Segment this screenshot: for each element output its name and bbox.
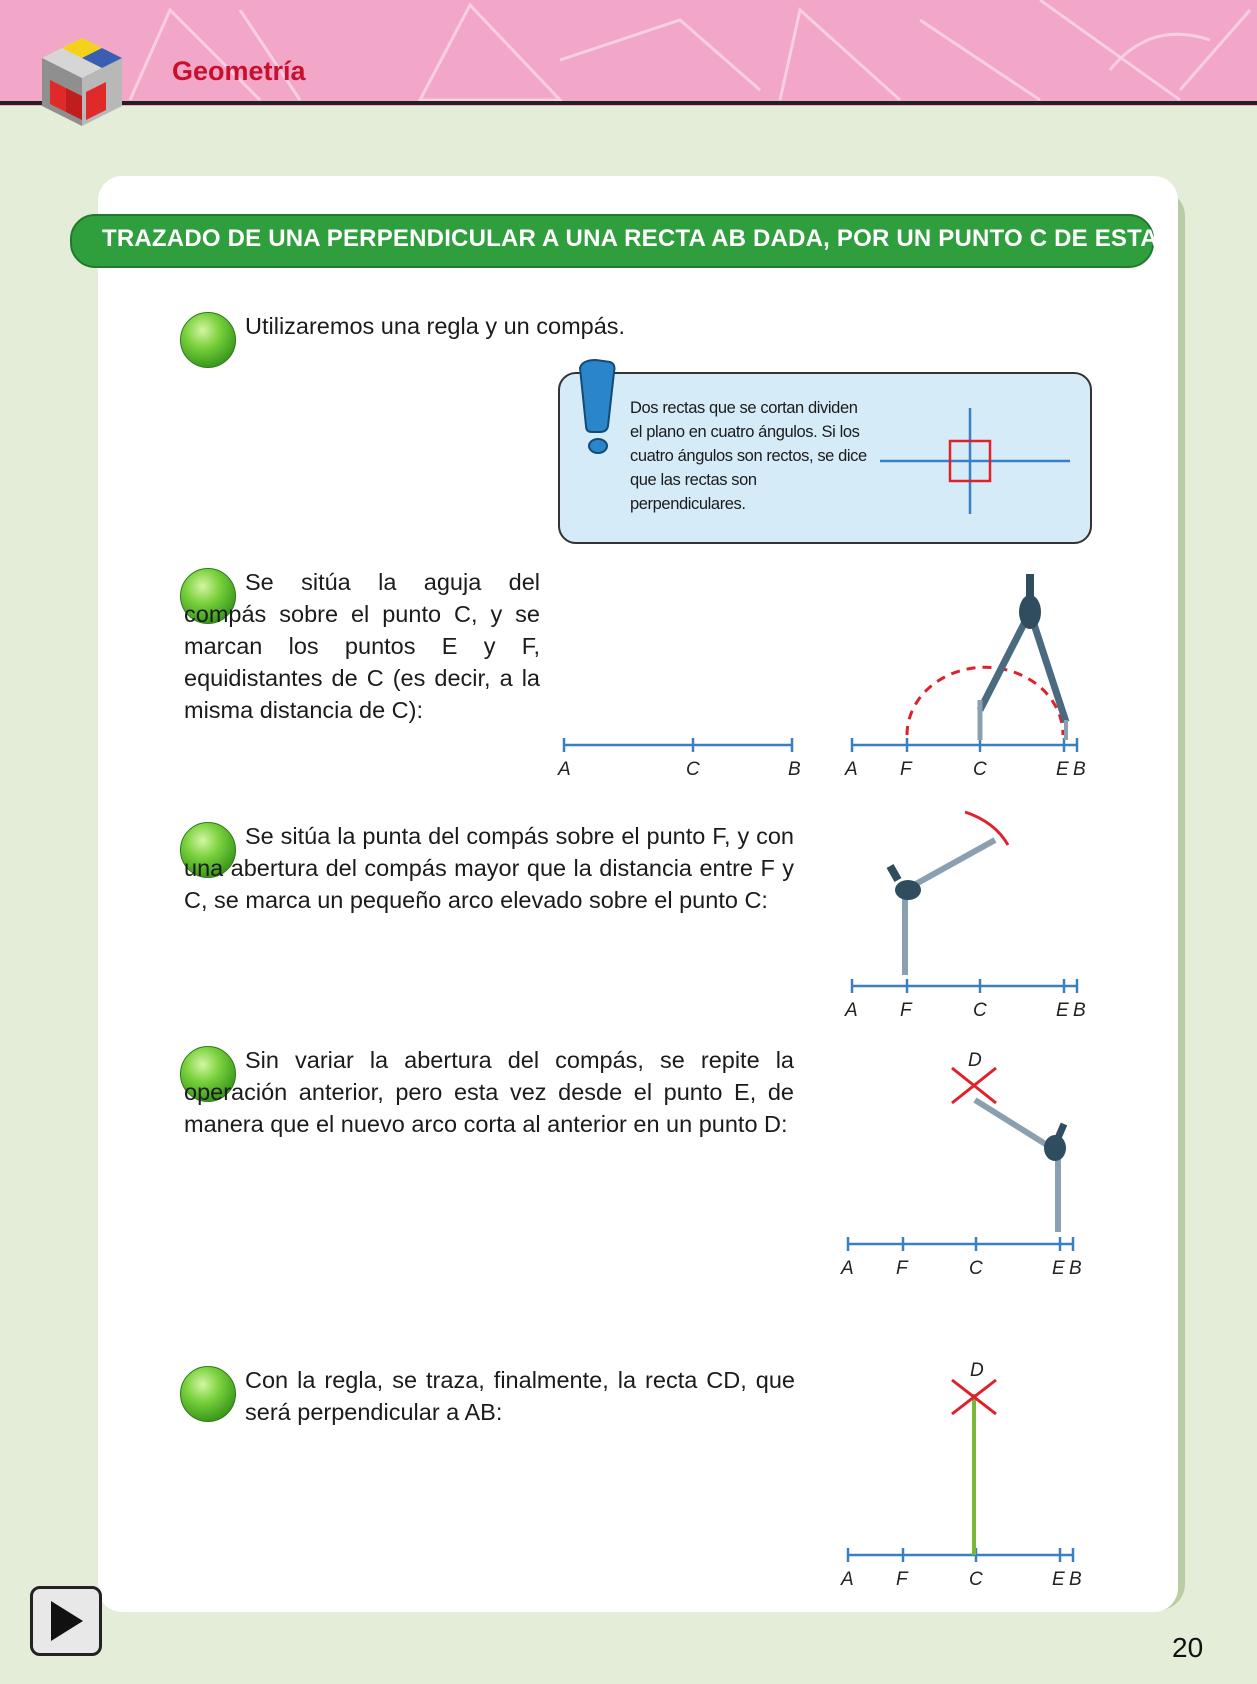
d-cross-mark (952, 1068, 996, 1103)
compass-icon (890, 840, 995, 975)
label-c: C (973, 759, 987, 780)
label-d: D (968, 1050, 982, 1071)
step-5-text: Con la regla, se traza, finalmente, la recta CD, que será perpendicular a AB: (245, 1367, 795, 1425)
label-f: F (896, 1569, 908, 1590)
arc-from-e-figure (840, 1050, 1082, 1279)
step-3-text: Se sitúa la punta del compás sobre el punto F, y con una abertura del compás mayor que la distancia entre F y C, se marca un pequeño arco elevado sobre el punto C: (184, 823, 794, 913)
label-c: C (973, 1000, 987, 1021)
label-c: C (969, 1258, 983, 1279)
label-f: F (896, 1258, 908, 1279)
play-button[interactable] (30, 1586, 102, 1656)
label-d: D (970, 1360, 984, 1381)
segment-acb-figure (557, 738, 801, 780)
label-a: A (841, 1569, 854, 1590)
label-f: F (900, 759, 912, 780)
play-icon (33, 1589, 99, 1653)
compass-icon (975, 1100, 1066, 1232)
arc-from-f-figure (844, 812, 1086, 1021)
page-number: 20 (1172, 1632, 1204, 1663)
note-text: Dos rectas que se cortan dividen el plano en cuatro ángulos. Si los cuatro ángulos son rectos, se dice que las rectas son perpendiculares. (630, 399, 867, 513)
label-a: A (845, 759, 858, 780)
banner-title: TRAZADO DE UNA PERPENDICULAR A UNA RECTA AB DADA, POR UN PUNTO C DE ESTA (102, 225, 1158, 252)
label-f: F (900, 1000, 912, 1021)
step-1-text: Utilizaremos una regla y un compás. (245, 313, 626, 339)
label-c: C (686, 759, 700, 780)
step-2-text: Se sitúa la aguja del compás sobre el punto C, y se marcan los puntos E y F, equidistantes de C (es decir, a la misma distancia de C): (184, 569, 540, 723)
label-b: B (1069, 1569, 1082, 1590)
compass-icon (980, 574, 1066, 740)
label-b: B (1069, 1258, 1082, 1279)
label-b: B (788, 759, 801, 780)
label-e: E (1052, 1258, 1065, 1279)
label-c: C (969, 1569, 983, 1590)
label-e: E (1056, 1000, 1069, 1021)
section-title: Geometría (172, 56, 306, 86)
label-e: E (1052, 1569, 1065, 1590)
label-a: A (845, 1000, 858, 1021)
label-a: A (841, 1258, 854, 1279)
label-b: B (1073, 759, 1086, 780)
label-b: B (1073, 1000, 1086, 1021)
label-e: E (1056, 759, 1069, 780)
step-4-text: Sin variar la abertura del compás, se repite la operación anterior, pero esta vez desde el punto E, de manera que el nuevo arco corta al anterior en un punto D: (184, 1047, 794, 1137)
small-arc (965, 812, 1008, 845)
compass-marking-e-f-figure (844, 574, 1086, 780)
perpendicular-cd-figure (840, 1360, 1082, 1590)
label-a: A (558, 759, 571, 780)
